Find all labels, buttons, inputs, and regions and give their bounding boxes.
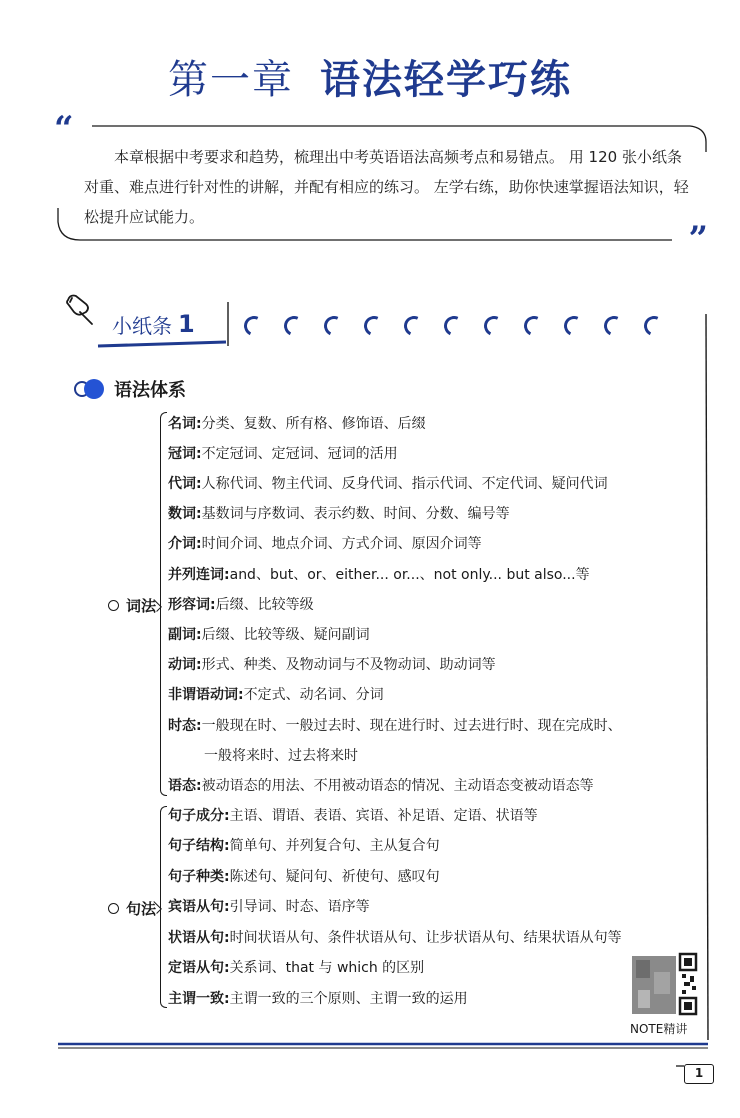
note-title xyxy=(98,302,226,346)
list-item: 并列连词:and、but、or、either... or...、not only... but also...等 xyxy=(168,567,590,583)
brace-cifa xyxy=(160,412,167,796)
page-title xyxy=(0,48,740,105)
intro-paragraph: 本章根据中考要求和趋势，梳理出中考英语语法高频考点和易错点。 用 120 张小纸条对重、难点进行针对性的讲解，并配有相应的练习。 左学右练，助你快速掌握语法知识，轻松提升应试能力。 xyxy=(84,148,689,226)
section-heading xyxy=(74,376,186,402)
list-item: 语态:被动语态的用法、不用被动语态的情况、主动语态变被动语态等 xyxy=(168,778,594,794)
circle-bullet-icon xyxy=(108,903,119,914)
list-item: 时态:一般现在时、一般过去时、现在进行时、过去进行时、现在完成时、 xyxy=(168,718,622,734)
list-item: 句子种类:陈述句、疑问句、祈使句、感叹句 xyxy=(168,869,440,885)
ring-icon xyxy=(561,313,587,339)
list-item: 冠词:不定冠词、定冠词、冠词的活用 xyxy=(168,446,398,462)
list-item: 主谓一致:主谓一致的三个原则、主谓一致的运用 xyxy=(168,991,468,1007)
ring-icon xyxy=(361,313,387,339)
ring-icon xyxy=(241,313,267,339)
ring-icon xyxy=(601,313,627,339)
ring-icon xyxy=(641,313,667,339)
page-number: 1 xyxy=(684,1064,714,1084)
list-item: 宾语从句:引导词、时态、语序等 xyxy=(168,899,370,915)
list-item-continuation: 一般将来时、过去将来时 xyxy=(204,748,358,764)
circle-bullet-icon xyxy=(108,600,119,611)
list-item: 名词:分类、复数、所有格、修饰语、后缀 xyxy=(168,416,426,432)
ring-icon xyxy=(441,313,467,339)
chapter-number: 第一章 xyxy=(168,57,294,103)
group-label-text: 句法 xyxy=(126,900,157,918)
group-label-jufa xyxy=(108,898,156,919)
list-item: 形容词:后缀、比较等级 xyxy=(168,597,314,613)
ring-icon xyxy=(521,313,547,339)
group-label-cifa xyxy=(108,595,156,616)
list-item: 介词:时间介词、地点介词、方式介词、原因介词等 xyxy=(168,536,482,552)
note-title-label: 小纸条 xyxy=(112,313,172,338)
qr-label: NOTE精讲 xyxy=(630,1022,688,1036)
ring-icon xyxy=(281,313,307,339)
bullet-dots-icon xyxy=(74,379,106,399)
qr-code-icon[interactable] xyxy=(630,952,700,1018)
list-item: 数词:基数词与序数词、表示约数、时间、分数、编号等 xyxy=(168,506,510,522)
list-item: 句子结构:简单句、并列复合句、主从复合句 xyxy=(168,838,440,854)
list-item: 动词:形式、种类、及物动词与不及物动词、助动词等 xyxy=(168,657,496,673)
binder-rings xyxy=(244,316,664,336)
list-item: 代词:人称代词、物主代词、反身代词、指示代词、不定代词、疑问代词 xyxy=(168,476,608,492)
list-item: 句子成分:主语、谓语、表语、宾语、补足语、定语、状语等 xyxy=(168,808,538,824)
list-item: 副词:后缀、比较等级、疑问副词 xyxy=(168,627,370,643)
list-item: 非谓语动词:不定式、动名词、分词 xyxy=(168,687,384,703)
list-item: 状语从句:时间状语从句、条件状语从句、让步状语从句、结果状语从句等 xyxy=(168,930,622,946)
ring-icon xyxy=(401,313,427,339)
chapter-name: 语法轻学巧练 xyxy=(320,57,572,103)
quote-close-icon: ” xyxy=(688,219,708,259)
section-heading-label: 语法体系 xyxy=(114,380,186,401)
list-item: 定语从句:关系词、that 与 which 的区别 xyxy=(168,960,425,976)
quote-open-icon: “ xyxy=(54,109,74,149)
group-label-text: 词法 xyxy=(126,597,157,615)
pushpin-icon xyxy=(60,290,100,330)
ring-icon xyxy=(481,313,507,339)
note-number: 1 xyxy=(178,310,195,338)
ring-icon xyxy=(321,313,347,339)
brace-jufa xyxy=(160,806,167,1008)
